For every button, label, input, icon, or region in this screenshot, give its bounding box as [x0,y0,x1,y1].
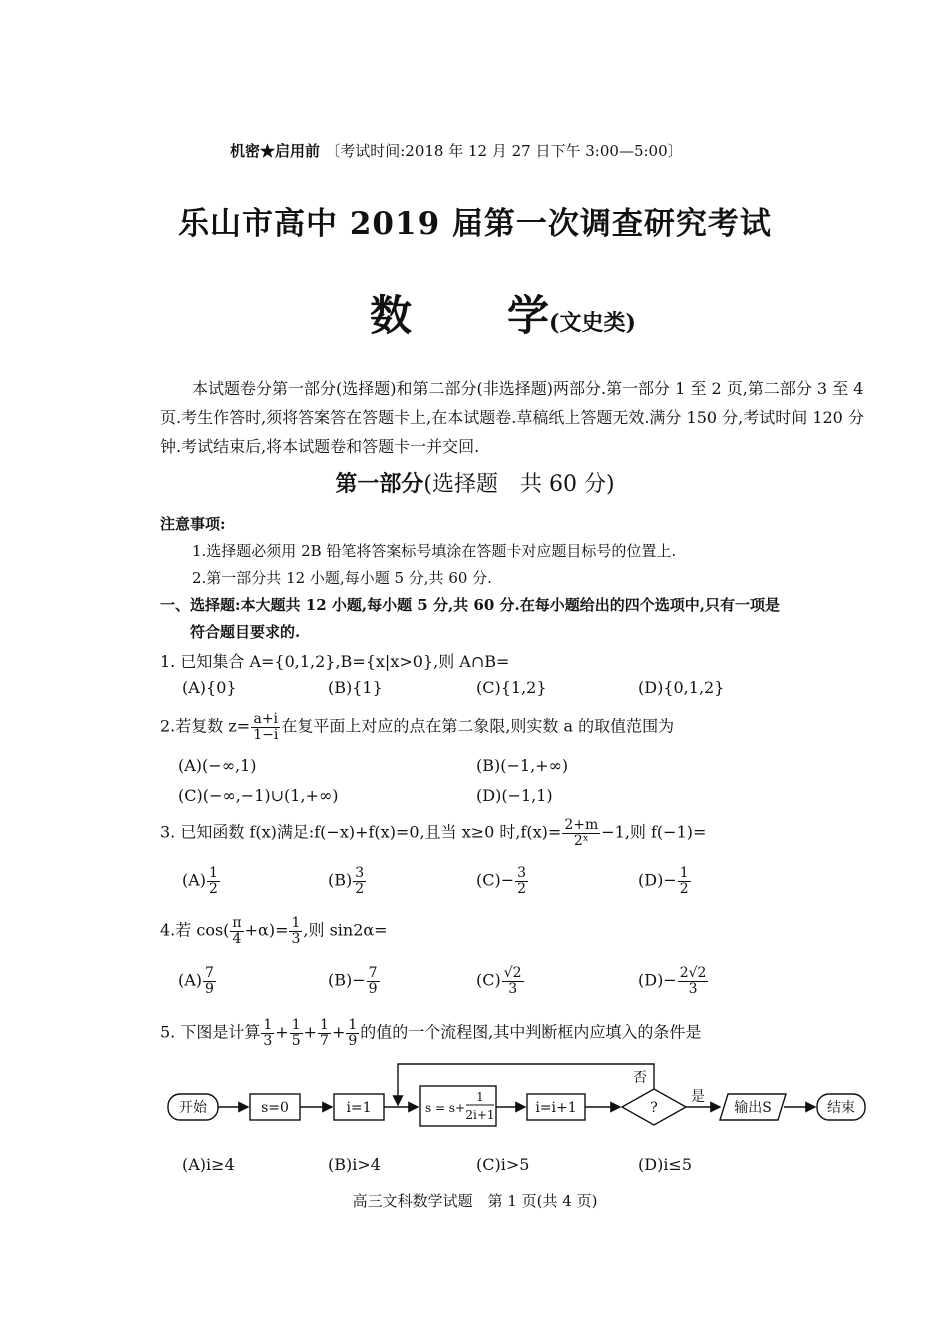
flow-end-terminal [817,1094,865,1120]
q5-frac-1 [261,1018,274,1048]
flow-no-label: 否 [633,1070,647,1086]
q5-frac-4 [346,1018,359,1048]
flow-update-num: 1 [476,1090,484,1104]
q4-f1-den: 4 [232,930,242,947]
opt-den: 2 [209,880,218,897]
opt-num: 7 [205,965,214,981]
q3-option-b [328,866,367,896]
q1-option-a: (A){0} [182,678,237,697]
opt-sign: − [352,970,366,990]
q2-fraction [251,712,280,742]
opt-label: (C) [476,970,501,990]
plus-sign: + [331,1022,346,1042]
flow-output-text: 输出S [734,1100,772,1116]
opt-num: 3 [517,865,527,881]
opt-den: 9 [368,980,378,997]
opt-sign: − [663,970,677,990]
opt-fraction [367,966,380,996]
frac-num: 1 [320,1017,329,1033]
q3-fraction [562,818,600,848]
q4-stem-mid: +α)= [244,920,289,940]
flow-update-den: 2i+1 [465,1108,495,1122]
frac-den: 7 [320,1032,329,1049]
q4-option-d [638,966,709,996]
notes-heading: 注意事项: [160,515,226,533]
opt-fraction [203,966,216,996]
q5-stem-pre: 5. 下图是计算 [160,1022,261,1042]
q2-frac-den: 1−i [253,726,279,743]
flow-yes-label: 是 [691,1089,705,1105]
opt-num: 2√2 [679,965,707,981]
q4-f1-num: π [232,915,242,931]
q4-option-b [328,966,381,996]
q3-stem-post: −1,则 f(−1)= [601,822,707,842]
flow-i-init-box [334,1094,384,1120]
opt-fraction [515,866,528,896]
q2-option-d: (D)(−1,1) [476,786,553,805]
q4-option-c [476,966,525,996]
q5-stem-post: 的值的一个流程图,其中判断框内应填入的条件是 [360,1022,702,1042]
q3-frac-num: 2+m [564,817,599,833]
q4-option-a [178,966,217,996]
opt-den: 3 [508,980,518,997]
q1-option-d: (D){0,1,2} [638,678,725,697]
q2-option-c: (C)(−∞,−1)∪(1,+∞) [178,786,339,805]
opt-label: (C) [476,870,501,890]
exam-time: 〔考试时间:2018 年 12 月 27 日下午 3:00—5:00〕 [325,142,683,160]
opt-den: 2 [355,880,365,897]
confidential-header [230,140,683,161]
page-footer: 高三文科数学试题 第 1 页(共 4 页) [352,1192,598,1210]
opt-label: (D) [638,870,664,890]
frac-den: 3 [263,1032,273,1049]
part-title-rest: (选择题 共 60 分) [423,472,615,497]
opt-fraction [353,866,366,896]
q3-option-a [182,866,221,896]
opt-fraction [678,966,709,996]
opt-label: (B) [328,870,353,890]
opt-den: 3 [688,980,698,997]
opt-num: 1 [209,865,218,881]
section-heading: 一、选择题:本大题共 12 小题,每小题 5 分,共 60 分.在每小题给出的四个选项中,只有一项是 [160,596,780,614]
flow-start-text: 开始 [179,1100,207,1116]
opt-fraction [207,866,220,896]
frac-num: 1 [291,1017,301,1033]
opt-den: 2 [517,880,527,897]
opt-num: 3 [355,865,365,881]
question-4 [160,916,388,946]
q1-option-b: (B){1} [328,678,383,697]
q4-stem-post: ,则 sin2α= [303,920,388,940]
q5-frac-3 [318,1018,331,1048]
q2-stem-pre: 2.若复数 z= [160,716,251,736]
opt-label: (A) [182,870,207,890]
q5-option-a: (A)i≥4 [182,1155,235,1174]
q4-f2-num: 1 [291,915,301,931]
q5-option-d: (D)i≤5 [638,1155,693,1174]
flow-output-parallelogram [720,1094,786,1120]
frac-den: 5 [291,1032,301,1049]
opt-num: √2 [503,965,522,981]
question-1: 1. 已知集合 A={0,1,2},B={x|x>0},则 A∩B= [160,652,510,671]
flow-s-init-box [250,1094,300,1120]
plus-sign: + [275,1022,289,1042]
flow-inc-text: i=i+1 [535,1100,577,1116]
frac-num: 1 [263,1017,273,1033]
section-heading-cont: 符合题目要求的. [190,623,301,641]
question-5 [160,1018,701,1048]
q5-option-c: (C)i>5 [476,1155,530,1174]
question-3 [160,818,706,848]
q5-option-b: (B)i>4 [328,1155,381,1174]
opt-den: 9 [205,980,214,997]
q4-fraction-1 [230,916,243,946]
part-title-bold: 第一部分 [335,471,424,497]
q3-frac-den: 2ˣ [573,832,589,849]
subject-char-1: 数 [370,291,413,340]
flow-decision-text: ? [650,1100,658,1116]
secret-label: 机密★启用前 [230,142,321,160]
opt-num: 1 [679,865,689,881]
subject-title [370,283,636,343]
opt-label: (A) [178,970,203,990]
q2-option-a: (A)(−∞,1) [178,756,257,775]
flow-start-terminal [168,1094,218,1120]
flow-end-text: 结束 [827,1100,855,1116]
flow-loop-arrow [398,1064,654,1105]
opt-sign: − [663,870,677,890]
opt-label: (B) [328,970,353,990]
flow-s-init-text: s=0 [261,1100,289,1116]
opt-num: 7 [368,965,378,981]
q2-stem-post: 在复平面上对应的点在第二象限,则实数 a 的取值范围为 [281,716,675,736]
q2-frac-num: a+i [251,712,280,728]
opt-fraction [678,866,691,896]
q4-fraction-2 [289,916,302,946]
flow-decision-diamond [622,1089,686,1125]
exam-title: 乐山市高中 2019 届第一次调查研究考试 [178,206,772,242]
note-item: 2.第一部分共 12 小题,每小题 5 分,共 60 分. [192,569,492,587]
opt-label: (D) [638,970,664,990]
subject-category: (文史类) [549,310,636,336]
opt-den: 2 [679,880,689,897]
intro-paragraph: 本试题卷分第一部分(选择题)和第二部分(非选择题)两部分.第一部分 1 至 2 页,第二部分 3 至 4 页.考生作答时,须将答案答在答题卡上,在本试题卷.草稿纸上答题无效.满分 150 分,考试时间 120 分钟.考试结束后,将本试题卷和答题卡一并交回. [160,379,864,456]
flow-update-pre: s = s+ [424,1101,466,1115]
flow-inc-box [527,1094,585,1120]
flow-update-box [420,1086,496,1126]
q3-option-d [638,866,692,896]
frac-num: 1 [348,1017,358,1033]
opt-sign: − [500,870,515,890]
q5-frac-2 [290,1018,303,1048]
question-2 [160,712,674,742]
q1-option-c: (C){1,2} [476,678,547,697]
opt-fraction [502,966,524,996]
q4-stem-pre: 4.若 cos( [160,920,230,940]
q3-option-c [476,866,529,896]
plus-sign: + [303,1022,318,1042]
q4-f2-den: 3 [291,930,301,947]
q2-option-b: (B)(−1,+∞) [476,756,569,775]
part-title [0,467,950,498]
subject-char-2: 学 [507,291,550,340]
q3-stem-pre: 3. 已知函数 f(x)满足:f(−x)+f(x)=0,且当 x≥0 时,f(x)= [160,822,562,842]
note-item: 1.选择题必须用 2B 铅笔将答案标号填涂在答题卡对应题目标号的位置上. [192,542,677,560]
flow-i-init-text: i=1 [346,1100,372,1116]
frac-den: 9 [348,1032,358,1049]
